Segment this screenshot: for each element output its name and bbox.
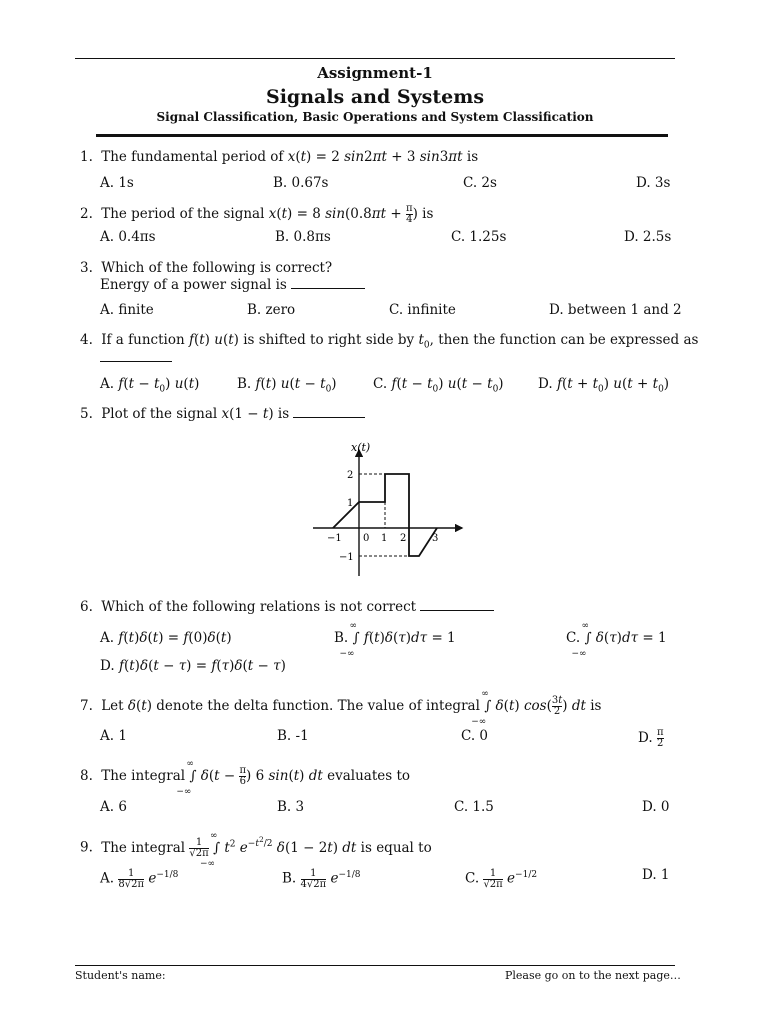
q6-option-b[interactable]: B. ∫ ∞ −∞ f(t)δ(τ)dτ = 1 xyxy=(334,621,456,659)
q2-option-c[interactable]: C. 1.25s xyxy=(451,229,507,245)
question-2: 2. The period of the signal x(t) = 8 sin(0.8πt + $\frac{\pi}{4}$ ) is xyxy=(80,203,434,225)
question-number: 6. xyxy=(80,599,93,615)
x-tick-1: 1 xyxy=(381,533,388,544)
q4-option-b[interactable]: B. f(t) $u(t - t_0)$ xyxy=(237,376,337,395)
question-7: 7. Let δ(t) denote the delta function. The value of integral ∫ ∞ −∞ δ(t) cos( $\frac{3t}{2}$ ) dt is xyxy=(80,689,602,727)
q2-option-a[interactable]: A. 0.4πs xyxy=(100,229,156,245)
answer-blank[interactable] xyxy=(291,288,365,289)
q1-option-a[interactable]: A. 1s xyxy=(100,175,134,191)
question-number: 5. xyxy=(80,406,93,422)
question-number: 1. xyxy=(80,149,93,165)
q4-option-c[interactable]: C. $f(t - t_0)$ $u(t - t_0)$ xyxy=(373,376,504,395)
q3-option-c[interactable]: C. infinite xyxy=(389,302,456,318)
q1-option-d[interactable]: D. 3s xyxy=(636,175,671,191)
q9-option-b[interactable]: B. $\frac{1}{4√2\pi}$ $e^{-1/8}$ xyxy=(282,867,361,890)
q1-option-b[interactable]: B. 0.67s xyxy=(273,175,329,191)
question-4: 4. If a function f(t) u(t) is shifted to right side by $t_0$, then the function can be expressed as xyxy=(80,332,699,351)
q3-option-d[interactable]: D. between 1 and 2 xyxy=(549,302,682,318)
top-rule xyxy=(75,58,675,59)
question-number: 2. xyxy=(80,206,93,222)
q9-option-d[interactable]: D. 1 xyxy=(642,867,670,883)
y-axis-label: x(t) xyxy=(351,441,371,454)
y-tick-1: 1 xyxy=(347,498,354,509)
topics-subtitle: Signal Classification, Basic Operations and System Classification xyxy=(156,110,594,124)
q4-option-d[interactable]: D. $f(t + t_0)$ $u(t + t_0)$ xyxy=(538,376,670,395)
answer-blank[interactable] xyxy=(420,610,494,611)
question-5: 5. Plot of the signal x(1 − t) is xyxy=(80,406,365,422)
q8-option-c[interactable]: C. 1.5 xyxy=(454,799,494,815)
q8-option-a[interactable]: A. 6 xyxy=(100,799,127,815)
answer-blank[interactable] xyxy=(100,361,172,362)
q7-option-c[interactable]: C. 0 xyxy=(461,728,489,744)
next-page-note: Please go on to the next page… xyxy=(505,969,681,982)
question-1: 1. The fundamental period of x(t) = 2 sin2πt + 3 sin3πt is xyxy=(80,149,479,165)
question-3-line2: Energy of a power signal is xyxy=(100,277,365,293)
answer-blank[interactable] xyxy=(293,417,365,418)
question-9: 9. The integral $\frac{1}{√2\pi}$ ∫ ∞ −∞ $t^2$ $e^{-t^2/2}$ δ(1 − 2t) dt is equal to xyxy=(80,830,432,869)
x-tick-3: 3 xyxy=(432,533,439,544)
question-number: 9. xyxy=(80,839,93,856)
question-3: 3. Which of the following is correct? xyxy=(80,260,333,276)
q3-option-b[interactable]: B. zero xyxy=(247,302,296,318)
q7-option-b[interactable]: B. -1 xyxy=(277,728,309,744)
x-tick-2: 2 xyxy=(400,533,407,544)
q2-option-d[interactable]: D. 2.5s xyxy=(624,229,672,245)
x-tick-neg1: −1 xyxy=(327,533,342,544)
q2-option-b[interactable]: B. 0.8πs xyxy=(275,229,331,245)
q9-option-a[interactable]: A. $\frac{1}{8√2\pi}$ $e^{-1/8}$ xyxy=(100,867,179,890)
footer-rule xyxy=(75,965,675,966)
question-number: 4. xyxy=(80,332,93,348)
q6-option-a[interactable]: A. f(t)δ(t) = f(0)δ(t) xyxy=(100,630,232,646)
y-tick-2: 2 xyxy=(347,470,354,481)
header-thick-rule xyxy=(96,134,668,137)
question-number: 7. xyxy=(80,698,93,714)
x-tick-0: 0 xyxy=(363,533,370,544)
question-number: 3. xyxy=(80,260,93,276)
q6-option-c[interactable]: C. ∫ ∞ −∞ δ(τ)dτ = 1 xyxy=(566,621,667,659)
q3-option-a[interactable]: A. finite xyxy=(100,302,154,318)
q8-option-b[interactable]: B. 3 xyxy=(277,799,305,815)
q8-option-d[interactable]: D. 0 xyxy=(642,799,670,815)
question-8: 8. The integral ∫ ∞ −∞ δ(t − $\frac{\pi}{6}$ ) 6 sin(t) dt evaluates to xyxy=(80,759,411,797)
question-number: 8. xyxy=(80,768,93,784)
signal-plot xyxy=(305,438,470,578)
q7-option-a[interactable]: A. 1 xyxy=(100,728,127,744)
y-tick-neg1: −1 xyxy=(339,552,354,563)
question-6: 6. Which of the following relations is not correct xyxy=(80,599,494,615)
q7-option-d[interactable]: D. $\frac{\pi}{2}$ xyxy=(638,727,664,749)
q4-option-a[interactable]: A. $f(t - t_0)$ u(t) xyxy=(100,376,200,395)
student-name-label: Student's name: xyxy=(75,969,166,982)
course-title: Signals and Systems xyxy=(265,86,485,108)
q1-option-c[interactable]: C. 2s xyxy=(463,175,497,191)
q9-option-c[interactable]: C. $\frac{1}{√2\pi}$ $e^{-1/2}$ xyxy=(465,867,538,890)
q6-option-d[interactable]: D. f(t)δ(t − τ) = f(τ)δ(t − τ) xyxy=(100,658,286,674)
assignment-title: Assignment-1 xyxy=(317,64,433,82)
